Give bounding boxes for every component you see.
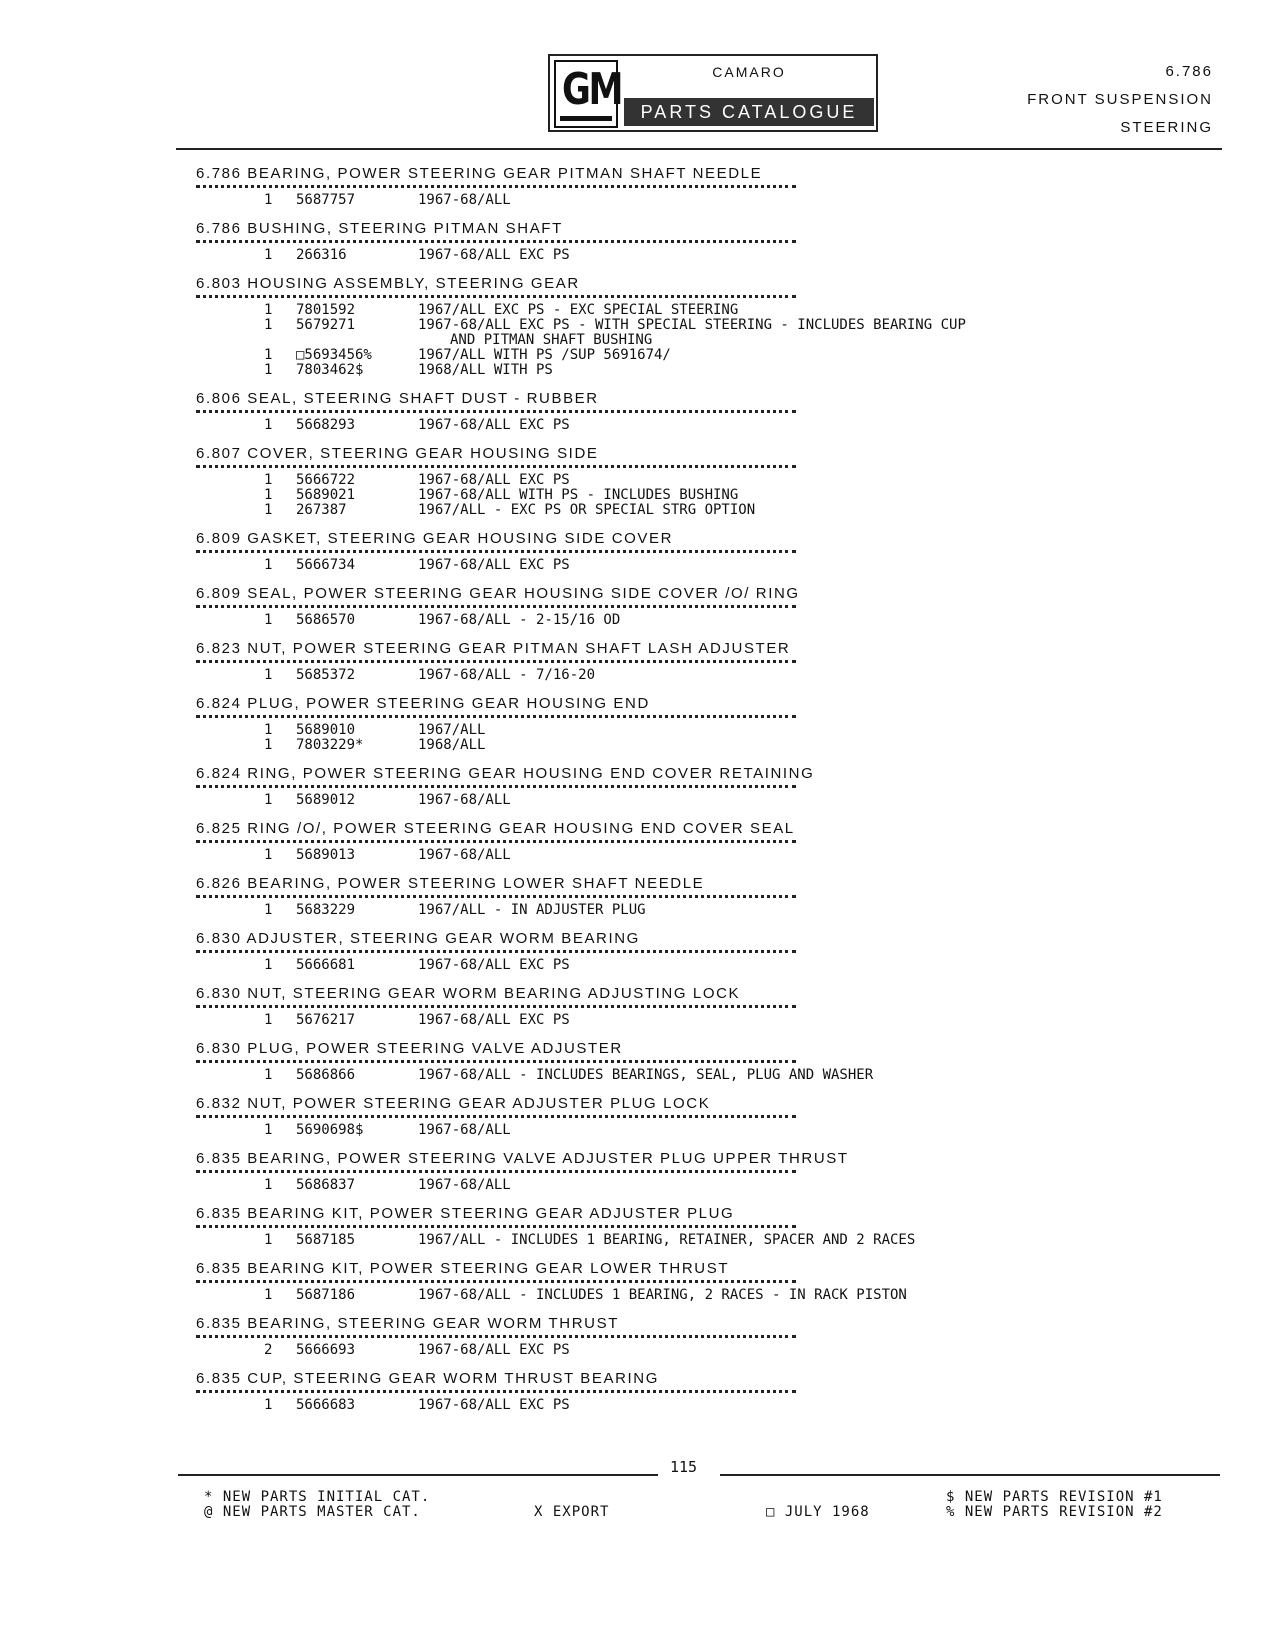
part-quantity: 1 <box>264 487 273 503</box>
parts-entry <box>196 694 1206 753</box>
entry-title: 6.809 SEAL, POWER STEERING GEAR HOUSING SIDE COVER /O/ RING <box>196 585 800 602</box>
part-quantity: 1 <box>264 1122 273 1138</box>
part-row <box>196 418 1206 433</box>
part-application: 1967/ALL WITH PS /SUP 5691674/ <box>418 347 671 363</box>
part-row <box>196 668 1206 683</box>
part-application: 1968/ALL <box>418 737 486 753</box>
part-application: 1967-68/ALL <box>418 1177 511 1193</box>
parts-entry <box>196 819 1206 863</box>
parts-entry <box>196 874 1206 918</box>
entry-title: 6.835 BEARING KIT, POWER STEERING GEAR LOWER THRUST <box>196 1260 730 1277</box>
part-application: 1967-68/ALL <box>418 1122 511 1138</box>
part-quantity: 2 <box>264 1342 273 1358</box>
part-application: 1967-68/ALL EXC PS <box>418 417 570 433</box>
part-quantity: 1 <box>264 1067 273 1083</box>
part-quantity: 1 <box>264 302 273 318</box>
part-quantity: 1 <box>264 317 273 333</box>
part-application: 1967/ALL - IN ADJUSTER PLUG <box>418 902 646 918</box>
part-number: 5686837 <box>296 1177 356 1193</box>
part-row <box>196 723 1206 738</box>
part-quantity: 1 <box>264 722 273 738</box>
part-quantity: 1 <box>264 1287 273 1303</box>
entry-title: 6.830 ADJUSTER, STEERING GEAR WORM BEARING <box>196 930 640 947</box>
part-quantity: 1 <box>264 472 273 488</box>
part-application: 1967-68/ALL EXC PS <box>418 1012 570 1028</box>
part-quantity: 1 <box>264 247 273 263</box>
part-application: 1968/ALL WITH PS <box>418 362 553 378</box>
legend-revision-2: % NEW PARTS REVISION #2 <box>946 1504 1163 1520</box>
parts-entry <box>196 529 1206 573</box>
group-number: 6.786 <box>1165 63 1213 80</box>
part-row <box>196 1068 1206 1083</box>
entry-title: 6.830 PLUG, POWER STEERING VALVE ADJUSTER <box>196 1040 623 1057</box>
part-quantity: 1 <box>264 502 273 518</box>
page-footer <box>0 1450 1275 1570</box>
parts-entry <box>196 929 1206 973</box>
parts-entry <box>196 1149 1206 1193</box>
part-number: 5666683 <box>296 1397 356 1413</box>
parts-entry <box>196 1204 1206 1248</box>
part-quantity: 1 <box>264 1177 273 1193</box>
part-application: 1967-68/ALL <box>418 792 511 808</box>
part-number: 5689010 <box>296 722 356 738</box>
part-application: 1967-68/ALL EXC PS <box>418 1342 570 1358</box>
part-application: 1967-68/ALL WITH PS - INCLUDES BUSHING <box>418 487 739 503</box>
part-number: 5689012 <box>296 792 356 808</box>
part-row <box>196 248 1206 263</box>
catalogue-model: CAMARO <box>712 64 786 80</box>
legend-export: X EXPORT <box>534 1504 610 1520</box>
legend-date: □ JULY 1968 <box>766 1504 870 1520</box>
part-row <box>196 318 1206 333</box>
part-quantity: 1 <box>264 417 273 433</box>
entry-title: 6.803 HOUSING ASSEMBLY, STEERING GEAR <box>196 275 580 292</box>
part-row <box>196 958 1206 973</box>
part-quantity: 1 <box>264 1012 273 1028</box>
part-number: 5687186 <box>296 1287 356 1303</box>
part-number: 5687757 <box>296 192 356 208</box>
entry-title: 6.823 NUT, POWER STEERING GEAR PITMAN SHAFT LASH ADJUSTER <box>196 640 791 657</box>
parts-entry <box>196 584 1206 628</box>
part-number: 5668293 <box>296 417 356 433</box>
part-number: 7803229* <box>296 737 364 753</box>
part-application: AND PITMAN SHAFT BUSHING <box>450 332 653 348</box>
footer-divider-right <box>720 1474 1220 1476</box>
part-number: 5687185 <box>296 1232 356 1248</box>
part-quantity: 1 <box>264 347 273 363</box>
page-number: 115 <box>670 1458 698 1476</box>
part-application: 1967-68/ALL - INCLUDES BEARINGS, SEAL, PLUG AND WASHER <box>418 1067 874 1083</box>
part-application: 1967-68/ALL <box>418 847 511 863</box>
part-number: 5676217 <box>296 1012 356 1028</box>
part-number: 5686866 <box>296 1067 356 1083</box>
part-number: 5666681 <box>296 957 356 973</box>
subsection-name: STEERING <box>1120 119 1213 136</box>
part-application: 1967-68/ALL EXC PS <box>418 472 570 488</box>
part-row <box>196 1013 1206 1028</box>
part-row <box>196 1288 1206 1303</box>
parts-entry <box>196 764 1206 808</box>
part-number: 5666734 <box>296 557 356 573</box>
legend-initial: * NEW PARTS INITIAL CAT. <box>204 1489 431 1505</box>
part-application: 1967-68/ALL EXC PS - WITH SPECIAL STEERING - INCLUDES BEARING CUP <box>418 317 966 333</box>
part-row <box>196 1233 1206 1248</box>
part-quantity: 1 <box>264 792 273 808</box>
part-number: 5690698$ <box>296 1122 364 1138</box>
entry-title: 6.809 GASKET, STEERING GEAR HOUSING SIDE COVER <box>196 530 674 547</box>
part-application: 1967-68/ALL - 2-15/16 OD <box>418 612 621 628</box>
entry-title: 6.824 RING, POWER STEERING GEAR HOUSING END COVER RETAINING <box>196 765 815 782</box>
page-header <box>0 0 1275 150</box>
part-quantity: 1 <box>264 1232 273 1248</box>
part-number: 267387 <box>296 502 347 518</box>
parts-entry <box>196 984 1206 1028</box>
part-row <box>196 613 1206 628</box>
part-row <box>196 333 1206 348</box>
parts-entry <box>196 219 1206 263</box>
part-application: 1967-68/ALL EXC PS <box>418 247 570 263</box>
part-row <box>196 1343 1206 1358</box>
entry-title: 6.835 CUP, STEERING GEAR WORM THRUST BEARING <box>196 1370 659 1387</box>
part-number: 5689013 <box>296 847 356 863</box>
parts-entry <box>196 1369 1206 1413</box>
part-application: 1967-68/ALL EXC PS <box>418 557 570 573</box>
part-quantity: 1 <box>264 847 273 863</box>
parts-entry <box>196 1094 1206 1138</box>
part-number: 5685372 <box>296 667 356 683</box>
parts-entry <box>196 164 1206 208</box>
part-row <box>196 793 1206 808</box>
entry-title: 6.786 BEARING, POWER STEERING GEAR PITMAN SHAFT NEEDLE <box>196 165 763 182</box>
part-quantity: 1 <box>264 557 273 573</box>
parts-list <box>196 164 1206 1424</box>
part-row <box>196 1398 1206 1413</box>
section-name: FRONT SUSPENSION <box>1027 91 1213 108</box>
part-row <box>196 503 1206 518</box>
dot-leader <box>196 715 796 723</box>
part-application: 1967-68/ALL EXC PS <box>418 957 570 973</box>
part-application: 1967/ALL EXC PS - EXC SPECIAL STEERING <box>418 302 739 318</box>
part-application: 1967/ALL <box>418 722 486 738</box>
header-divider <box>176 148 1222 150</box>
entry-title: 6.826 BEARING, POWER STEERING LOWER SHAFT NEEDLE <box>196 875 705 892</box>
entry-title: 6.835 BEARING, STEERING GEAR WORM THRUST <box>196 1315 619 1332</box>
part-application: 1967-68/ALL - 7/16-20 <box>418 667 596 683</box>
parts-entry <box>196 389 1206 433</box>
part-row <box>196 1178 1206 1193</box>
gm-logo-icon: GM <box>554 60 618 128</box>
footer-divider-left <box>178 1474 658 1476</box>
entry-title: 6.806 SEAL, STEERING SHAFT DUST - RUBBER <box>196 390 599 407</box>
entry-title: 6.807 COVER, STEERING GEAR HOUSING SIDE <box>196 445 599 462</box>
part-application: 1967-68/ALL EXC PS <box>418 1397 570 1413</box>
section-heading <box>1027 58 1213 142</box>
parts-entry <box>196 1259 1206 1303</box>
entry-title: 6.825 RING /O/, POWER STEERING GEAR HOUSING END COVER SEAL <box>196 820 795 837</box>
part-row <box>196 303 1206 318</box>
part-application: 1967/ALL - EXC PS OR SPECIAL STRG OPTION <box>418 502 756 518</box>
part-quantity: 1 <box>264 1397 273 1413</box>
part-number: 5683229 <box>296 902 356 918</box>
part-quantity: 1 <box>264 362 273 378</box>
part-quantity: 1 <box>264 667 273 683</box>
parts-entry <box>196 274 1206 378</box>
parts-entry <box>196 444 1206 518</box>
legend-revision-1: $ NEW PARTS REVISION #1 <box>946 1489 1163 1505</box>
part-number: 7801592 <box>296 302 356 318</box>
part-row <box>196 488 1206 503</box>
parts-entry <box>196 639 1206 683</box>
part-row <box>196 1123 1206 1138</box>
part-number: 5689021 <box>296 487 356 503</box>
entry-title: 6.835 BEARING KIT, POWER STEERING GEAR ADJUSTER PLUG <box>196 1205 735 1222</box>
entry-title: 6.832 NUT, POWER STEERING GEAR ADJUSTER PLUG LOCK <box>196 1095 711 1112</box>
part-quantity: 1 <box>264 192 273 208</box>
part-number: 5666722 <box>296 472 356 488</box>
entry-title: 6.835 BEARING, POWER STEERING VALVE ADJUSTER PLUG UPPER THRUST <box>196 1150 849 1167</box>
part-quantity: 1 <box>264 737 273 753</box>
part-row <box>196 348 1206 363</box>
part-row <box>196 903 1206 918</box>
entry-title: 6.830 NUT, STEERING GEAR WORM BEARING ADJUSTING LOCK <box>196 985 741 1002</box>
parts-entry <box>196 1039 1206 1083</box>
part-row <box>196 738 1206 753</box>
part-row <box>196 363 1206 378</box>
gm-parts-catalogue-logo <box>548 54 878 132</box>
part-number: □5693456% <box>296 347 372 363</box>
part-row <box>196 473 1206 488</box>
entry-title: 6.786 BUSHING, STEERING PITMAN SHAFT <box>196 220 563 237</box>
part-number: 266316 <box>296 247 347 263</box>
part-row <box>196 848 1206 863</box>
part-quantity: 1 <box>264 612 273 628</box>
catalogue-title: PARTS CATALOGUE <box>624 98 874 126</box>
part-application: 1967/ALL - INCLUDES 1 BEARING, RETAINER, SPACER AND 2 RACES <box>418 1232 916 1248</box>
part-number: 5679271 <box>296 317 356 333</box>
part-number: 5686570 <box>296 612 356 628</box>
part-number: 7803462$ <box>296 362 364 378</box>
part-row <box>196 193 1206 208</box>
entry-title: 6.824 PLUG, POWER STEERING GEAR HOUSING END <box>196 695 650 712</box>
part-application: 1967-68/ALL - INCLUDES 1 BEARING, 2 RACES - IN RACK PISTON <box>418 1287 907 1303</box>
part-quantity: 1 <box>264 902 273 918</box>
legend-master: @ NEW PARTS MASTER CAT. <box>204 1504 421 1520</box>
part-row <box>196 558 1206 573</box>
part-quantity: 1 <box>264 957 273 973</box>
part-number: 5666693 <box>296 1342 356 1358</box>
part-application: 1967-68/ALL <box>418 192 511 208</box>
parts-entry <box>196 1314 1206 1358</box>
